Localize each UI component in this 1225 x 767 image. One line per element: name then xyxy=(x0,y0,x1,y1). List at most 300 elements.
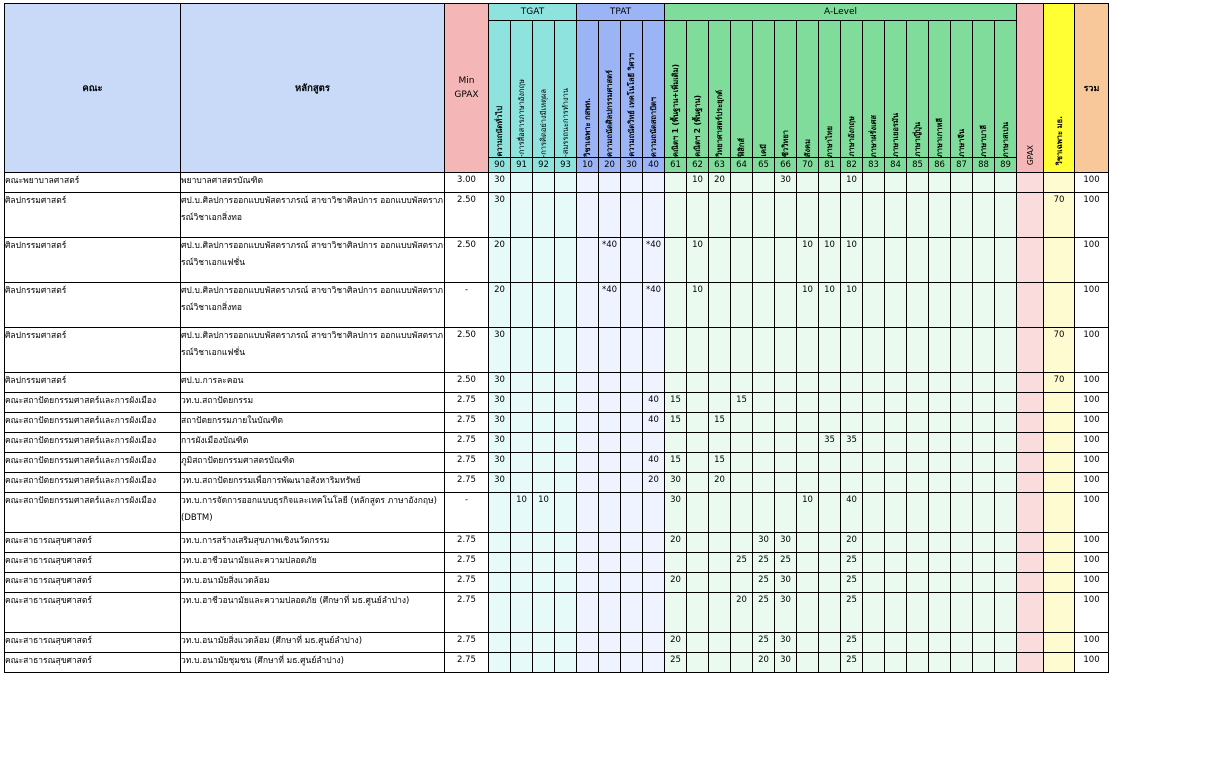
subject-header-82 xyxy=(841,21,863,158)
min-gpax-cell: 2.50 xyxy=(445,238,489,283)
score-cell-65 xyxy=(753,453,775,473)
score-cell-91 xyxy=(511,573,533,593)
subject-header-20 xyxy=(599,21,621,158)
score-cell-63: 20 xyxy=(709,473,731,493)
score-cell-93 xyxy=(555,533,577,553)
score-cell-86 xyxy=(929,173,951,193)
score-cell-84 xyxy=(885,473,907,493)
score-cell-30 xyxy=(621,373,643,393)
table-row xyxy=(5,553,1109,573)
score-cell-89 xyxy=(995,413,1017,433)
score-cell-87 xyxy=(951,328,973,373)
score-cell-20 xyxy=(599,173,621,193)
score-cell-66: 30 xyxy=(775,573,797,593)
min-gpax-cell: 2.50 xyxy=(445,328,489,373)
faculty-cell: คณะสถาปัตยกรรมศาสตร์และการผังเมือง xyxy=(5,413,181,433)
score-cell-82: 10 xyxy=(841,173,863,193)
total-cell: 100 xyxy=(1075,573,1109,593)
special-subject-cell xyxy=(1044,393,1075,413)
total-cell: 100 xyxy=(1075,283,1109,328)
gpax-cell xyxy=(1017,633,1044,653)
score-cell-91 xyxy=(511,373,533,393)
score-cell-83 xyxy=(863,473,885,493)
score-cell-40 xyxy=(643,553,665,573)
score-cell-81 xyxy=(819,533,841,553)
faculty-cell: คณะสาธารณสุขศาสตร์ xyxy=(5,553,181,573)
score-cell-63 xyxy=(709,593,731,633)
program-cell: วท.บ.อาชีวอนามัยและความปลอดภัย xyxy=(181,553,445,573)
score-cell-90: 30 xyxy=(489,433,511,453)
score-cell-81 xyxy=(819,413,841,433)
score-cell-30 xyxy=(621,553,643,573)
score-cell-84 xyxy=(885,173,907,193)
score-cell-82: 25 xyxy=(841,553,863,573)
score-cell-84 xyxy=(885,393,907,413)
score-cell-20 xyxy=(599,413,621,433)
score-cell-91 xyxy=(511,453,533,473)
score-cell-81 xyxy=(819,453,841,473)
score-cell-66: 30 xyxy=(775,653,797,673)
score-cell-85 xyxy=(907,238,929,283)
min-gpax-cell: 2.75 xyxy=(445,553,489,573)
score-cell-65: 25 xyxy=(753,593,775,633)
table-row xyxy=(5,473,1109,493)
score-cell-40: *40 xyxy=(643,238,665,283)
special-subject-cell xyxy=(1044,283,1075,328)
subject-name: วิทยาศาสตร์ประยุกต์ xyxy=(715,90,724,157)
score-cell-62 xyxy=(687,193,709,238)
score-cell-87 xyxy=(951,493,973,533)
score-cell-81 xyxy=(819,593,841,633)
score-cell-30 xyxy=(621,238,643,283)
gpax-cell xyxy=(1017,373,1044,393)
table-row xyxy=(5,393,1109,413)
score-cell-62 xyxy=(687,473,709,493)
score-cell-40 xyxy=(643,573,665,593)
score-cell-61 xyxy=(665,593,687,633)
header-total: รวม xyxy=(1075,4,1109,173)
program-cell: วท.บ.สถาปัตยกรรม xyxy=(181,393,445,413)
score-cell-83 xyxy=(863,193,885,238)
score-cell-86 xyxy=(929,238,951,283)
special-subject-cell xyxy=(1044,573,1075,593)
score-cell-89 xyxy=(995,593,1017,633)
score-cell-66 xyxy=(775,453,797,473)
gpax-cell xyxy=(1017,653,1044,673)
score-cell-87 xyxy=(951,573,973,593)
faculty-cell: ศิลปกรรมศาสตร์ xyxy=(5,193,181,238)
score-cell-64 xyxy=(731,533,753,553)
score-cell-91 xyxy=(511,393,533,413)
score-cell-40: 40 xyxy=(643,413,665,433)
faculty-cell: ศิลปกรรมศาสตร์ xyxy=(5,373,181,393)
score-cell-88 xyxy=(973,593,995,633)
special-subject-cell: 70 xyxy=(1044,373,1075,393)
table-row xyxy=(5,238,1109,283)
subject-name: ชีววิทยา xyxy=(781,129,790,157)
score-cell-93 xyxy=(555,633,577,653)
score-cell-86 xyxy=(929,328,951,373)
score-cell-84 xyxy=(885,453,907,473)
score-cell-93 xyxy=(555,453,577,473)
score-cell-66 xyxy=(775,473,797,493)
score-cell-85 xyxy=(907,433,929,453)
gpax-cell xyxy=(1017,413,1044,433)
subject-name: -การสื่อสารภาษาอังกฤษ xyxy=(517,79,526,157)
score-cell-87 xyxy=(951,633,973,653)
score-cell-92 xyxy=(533,553,555,573)
score-cell-87 xyxy=(951,593,973,633)
score-cell-65 xyxy=(753,283,775,328)
special-subject-cell xyxy=(1044,173,1075,193)
program-cell: ศป.บ.การละคอน xyxy=(181,373,445,393)
subject-code-92: 92 xyxy=(533,158,555,173)
score-cell-86 xyxy=(929,453,951,473)
score-cell-70 xyxy=(797,453,819,473)
score-cell-85 xyxy=(907,328,929,373)
score-cell-92 xyxy=(533,328,555,373)
subject-code-81: 81 xyxy=(819,158,841,173)
score-cell-83 xyxy=(863,413,885,433)
score-cell-62 xyxy=(687,533,709,553)
score-cell-30 xyxy=(621,453,643,473)
subject-header-63 xyxy=(709,21,731,158)
score-cell-62 xyxy=(687,493,709,533)
score-cell-64 xyxy=(731,493,753,533)
min-gpax-cell: 2.75 xyxy=(445,393,489,413)
subject-code-20: 20 xyxy=(599,158,621,173)
score-cell-63 xyxy=(709,653,731,673)
score-cell-91: 10 xyxy=(511,493,533,533)
score-cell-70 xyxy=(797,633,819,653)
program-cell: ภูมิสถาปัตยกรรมศาสตรบัณฑิต xyxy=(181,453,445,473)
score-cell-90: 30 xyxy=(489,473,511,493)
score-cell-10 xyxy=(577,593,599,633)
score-cell-61: 15 xyxy=(665,393,687,413)
score-cell-81 xyxy=(819,373,841,393)
score-cell-83 xyxy=(863,633,885,653)
subject-header-65 xyxy=(753,21,775,158)
score-cell-40 xyxy=(643,653,665,673)
score-cell-10 xyxy=(577,173,599,193)
min-gpax-cell: 2.75 xyxy=(445,653,489,673)
score-cell-89 xyxy=(995,553,1017,573)
score-cell-84 xyxy=(885,633,907,653)
score-cell-10 xyxy=(577,193,599,238)
total-cell: 100 xyxy=(1075,328,1109,373)
score-cell-63 xyxy=(709,493,731,533)
special-subject-cell xyxy=(1044,533,1075,553)
program-cell: วท.บ.อาชีวอนามัยและความปลอดภัย (ศึกษาที่ มธ.ศูนย์ลำปาง) xyxy=(181,593,445,633)
score-cell-89 xyxy=(995,238,1017,283)
score-cell-40 xyxy=(643,193,665,238)
score-cell-93 xyxy=(555,328,577,373)
score-cell-70 xyxy=(797,433,819,453)
score-cell-83 xyxy=(863,653,885,673)
subject-name: ความถนัดวิทย์ เทคโนโลยี วิศวฯ xyxy=(627,53,636,157)
score-cell-85 xyxy=(907,493,929,533)
min-gpax-cell: 2.75 xyxy=(445,413,489,433)
score-cell-62 xyxy=(687,553,709,573)
score-cell-82 xyxy=(841,193,863,238)
subject-code-84: 84 xyxy=(885,158,907,173)
score-cell-82 xyxy=(841,393,863,413)
table-row xyxy=(5,633,1109,653)
score-cell-85 xyxy=(907,453,929,473)
score-cell-63 xyxy=(709,433,731,453)
subject-code-90: 90 xyxy=(489,158,511,173)
subject-header-30 xyxy=(621,21,643,158)
score-cell-93 xyxy=(555,393,577,413)
score-cell-62 xyxy=(687,653,709,673)
score-cell-81: 35 xyxy=(819,433,841,453)
score-cell-63 xyxy=(709,633,731,653)
score-cell-64 xyxy=(731,453,753,473)
score-cell-64 xyxy=(731,573,753,593)
score-cell-93 xyxy=(555,193,577,238)
score-cell-84 xyxy=(885,283,907,328)
score-cell-63 xyxy=(709,573,731,593)
score-cell-82: 20 xyxy=(841,533,863,553)
subject-name: ภาษาไทย xyxy=(825,125,834,157)
score-cell-90 xyxy=(489,533,511,553)
score-cell-20 xyxy=(599,328,621,373)
score-cell-87 xyxy=(951,473,973,493)
score-cell-40 xyxy=(643,633,665,653)
score-cell-10 xyxy=(577,573,599,593)
subject-name: ภาษาเยอรมัน xyxy=(891,113,900,157)
min-gpax-cell: 2.75 xyxy=(445,573,489,593)
score-cell-30 xyxy=(621,173,643,193)
subject-header-85 xyxy=(907,21,929,158)
min-gpax-cell: 3.00 xyxy=(445,173,489,193)
score-cell-62 xyxy=(687,373,709,393)
score-cell-10 xyxy=(577,493,599,533)
table-row xyxy=(5,193,1109,238)
score-cell-66: 25 xyxy=(775,553,797,573)
score-cell-66 xyxy=(775,373,797,393)
subject-header-90 xyxy=(489,21,511,158)
score-cell-87 xyxy=(951,193,973,238)
score-cell-83 xyxy=(863,173,885,193)
min-gpax-cell: 2.75 xyxy=(445,473,489,493)
score-cell-64 xyxy=(731,328,753,373)
score-cell-90: 30 xyxy=(489,173,511,193)
score-cell-92 xyxy=(533,193,555,238)
faculty-cell: คณะสถาปัตยกรรมศาสตร์และการผังเมือง xyxy=(5,453,181,473)
score-cell-93 xyxy=(555,173,577,193)
score-cell-84 xyxy=(885,373,907,393)
score-cell-82: 25 xyxy=(841,573,863,593)
score-cell-84 xyxy=(885,238,907,283)
score-cell-88 xyxy=(973,433,995,453)
score-cell-89 xyxy=(995,393,1017,413)
score-cell-40 xyxy=(643,373,665,393)
score-cell-10 xyxy=(577,238,599,283)
score-cell-92 xyxy=(533,433,555,453)
score-cell-64 xyxy=(731,473,753,493)
subject-code-82: 82 xyxy=(841,158,863,173)
subject-name: สังคม xyxy=(803,138,812,157)
score-cell-70 xyxy=(797,473,819,493)
subject-name: คณิตฯ 1 (พื้นฐาน+เพิ่มเติม) xyxy=(671,63,680,157)
score-cell-89 xyxy=(995,493,1017,533)
min-gpax-cell: 2.50 xyxy=(445,373,489,393)
score-cell-10 xyxy=(577,328,599,373)
score-cell-66 xyxy=(775,493,797,533)
subject-name: ภาษาเกาหลี xyxy=(935,117,944,157)
score-cell-84 xyxy=(885,533,907,553)
score-cell-86 xyxy=(929,193,951,238)
subject-name: ภาษาฝรั่งเศส xyxy=(869,114,878,157)
table-row xyxy=(5,328,1109,373)
score-cell-87 xyxy=(951,173,973,193)
total-cell: 100 xyxy=(1075,633,1109,653)
score-cell-92: 10 xyxy=(533,493,555,533)
gpax-cell xyxy=(1017,553,1044,573)
score-cell-10 xyxy=(577,413,599,433)
total-cell: 100 xyxy=(1075,653,1109,673)
score-cell-64: 25 xyxy=(731,553,753,573)
table-row xyxy=(5,573,1109,593)
score-cell-91 xyxy=(511,413,533,433)
program-cell: วท.บ.อนามัยสิ่งแวดล้อม (ศึกษาที่ มธ.ศูนย์ลำปาง) xyxy=(181,633,445,653)
score-cell-63: 15 xyxy=(709,413,731,433)
total-cell: 100 xyxy=(1075,173,1109,193)
header-min-gpax xyxy=(445,4,489,173)
admission-score-table xyxy=(4,3,1109,673)
min-gpax-cell: 2.75 xyxy=(445,633,489,653)
score-cell-88 xyxy=(973,283,995,328)
score-cell-63: 15 xyxy=(709,453,731,473)
score-cell-30 xyxy=(621,283,643,328)
score-cell-30 xyxy=(621,633,643,653)
subject-code-66: 66 xyxy=(775,158,797,173)
score-cell-87 xyxy=(951,283,973,328)
score-cell-82: 40 xyxy=(841,493,863,533)
faculty-cell: คณะสถาปัตยกรรมศาสตร์และการผังเมือง xyxy=(5,473,181,493)
score-cell-62 xyxy=(687,593,709,633)
score-cell-10 xyxy=(577,553,599,573)
score-cell-85 xyxy=(907,633,929,653)
score-cell-40 xyxy=(643,493,665,533)
score-cell-89 xyxy=(995,533,1017,553)
score-cell-65 xyxy=(753,373,775,393)
program-cell: ศป.บ.ศิลปการออกแบบพัสตราภรณ์ สาขาวิชาศิลปการ ออกแบบพัสตราภรณ์วิชาเอกสิ่งทอ xyxy=(181,283,445,328)
min-gpax-cell: 2.50 xyxy=(445,193,489,238)
subject-code-62: 62 xyxy=(687,158,709,173)
score-cell-62: 10 xyxy=(687,238,709,283)
score-cell-86 xyxy=(929,373,951,393)
table-row xyxy=(5,533,1109,553)
score-cell-89 xyxy=(995,373,1017,393)
score-cell-20 xyxy=(599,373,621,393)
gpax-cell xyxy=(1017,533,1044,553)
score-cell-70 xyxy=(797,653,819,673)
score-cell-66 xyxy=(775,413,797,433)
faculty-cell: คณะสาธารณสุขศาสตร์ xyxy=(5,653,181,673)
score-cell-63 xyxy=(709,193,731,238)
score-cell-65 xyxy=(753,493,775,533)
score-cell-30 xyxy=(621,193,643,238)
score-cell-64: 20 xyxy=(731,593,753,633)
faculty-cell: คณะสถาปัตยกรรมศาสตร์และการผังเมือง xyxy=(5,393,181,413)
score-cell-84 xyxy=(885,553,907,573)
score-cell-10 xyxy=(577,453,599,473)
table-row xyxy=(5,493,1109,533)
score-cell-70 xyxy=(797,593,819,633)
subject-name: ภาษาสเปน xyxy=(1001,121,1010,157)
score-cell-89 xyxy=(995,633,1017,653)
score-cell-20 xyxy=(599,593,621,633)
special-subject-cell xyxy=(1044,653,1075,673)
special-subject-cell xyxy=(1044,593,1075,633)
score-cell-65 xyxy=(753,173,775,193)
special-subject-cell: 70 xyxy=(1044,328,1075,373)
score-cell-87 xyxy=(951,433,973,453)
subject-name: ภาษาจีน xyxy=(957,129,966,157)
gpax-cell xyxy=(1017,283,1044,328)
score-cell-93 xyxy=(555,373,577,393)
score-cell-65 xyxy=(753,413,775,433)
header-gpax-label: GPAX xyxy=(1025,144,1035,165)
score-cell-86 xyxy=(929,593,951,633)
faculty-cell: คณะสาธารณสุขศาสตร์ xyxy=(5,573,181,593)
gpax-cell xyxy=(1017,473,1044,493)
score-cell-83 xyxy=(863,553,885,573)
score-cell-91 xyxy=(511,633,533,653)
program-cell: ศป.บ.ศิลปการออกแบบพัสตราภรณ์ สาขาวิชาศิลปการ ออกแบบพัสตราภรณ์วิชาเอกแฟชั่น xyxy=(181,328,445,373)
subject-name: เคมี xyxy=(759,144,768,157)
subject-code-86: 86 xyxy=(929,158,951,173)
faculty-cell: ศิลปกรรมศาสตร์ xyxy=(5,328,181,373)
score-cell-93 xyxy=(555,573,577,593)
score-cell-70 xyxy=(797,413,819,433)
score-cell-62 xyxy=(687,633,709,653)
score-cell-93 xyxy=(555,433,577,453)
score-cell-64 xyxy=(731,633,753,653)
subject-code-10: 10 xyxy=(577,158,599,173)
score-cell-30 xyxy=(621,328,643,373)
score-cell-83 xyxy=(863,283,885,328)
score-cell-88 xyxy=(973,533,995,553)
score-cell-83 xyxy=(863,433,885,453)
score-cell-88 xyxy=(973,238,995,283)
program-cell: วท.บ.สถาปัตยกรรมเพื่อการพัฒนาอสังหาริมทรัพย์ xyxy=(181,473,445,493)
gpax-cell xyxy=(1017,393,1044,413)
score-cell-86 xyxy=(929,653,951,673)
score-cell-20 xyxy=(599,493,621,533)
gpax-cell xyxy=(1017,453,1044,473)
score-cell-10 xyxy=(577,433,599,453)
special-subject-cell xyxy=(1044,433,1075,453)
score-cell-91 xyxy=(511,553,533,573)
score-cell-30 xyxy=(621,533,643,553)
score-cell-85 xyxy=(907,653,929,673)
total-cell: 100 xyxy=(1075,453,1109,473)
score-cell-30 xyxy=(621,493,643,533)
score-cell-88 xyxy=(973,493,995,533)
score-cell-10 xyxy=(577,533,599,553)
score-cell-88 xyxy=(973,413,995,433)
score-cell-82: 10 xyxy=(841,238,863,283)
subject-code-30: 30 xyxy=(621,158,643,173)
score-cell-65 xyxy=(753,473,775,493)
score-cell-82 xyxy=(841,373,863,393)
score-cell-82: 35 xyxy=(841,433,863,453)
score-cell-91 xyxy=(511,433,533,453)
score-cell-91 xyxy=(511,533,533,553)
